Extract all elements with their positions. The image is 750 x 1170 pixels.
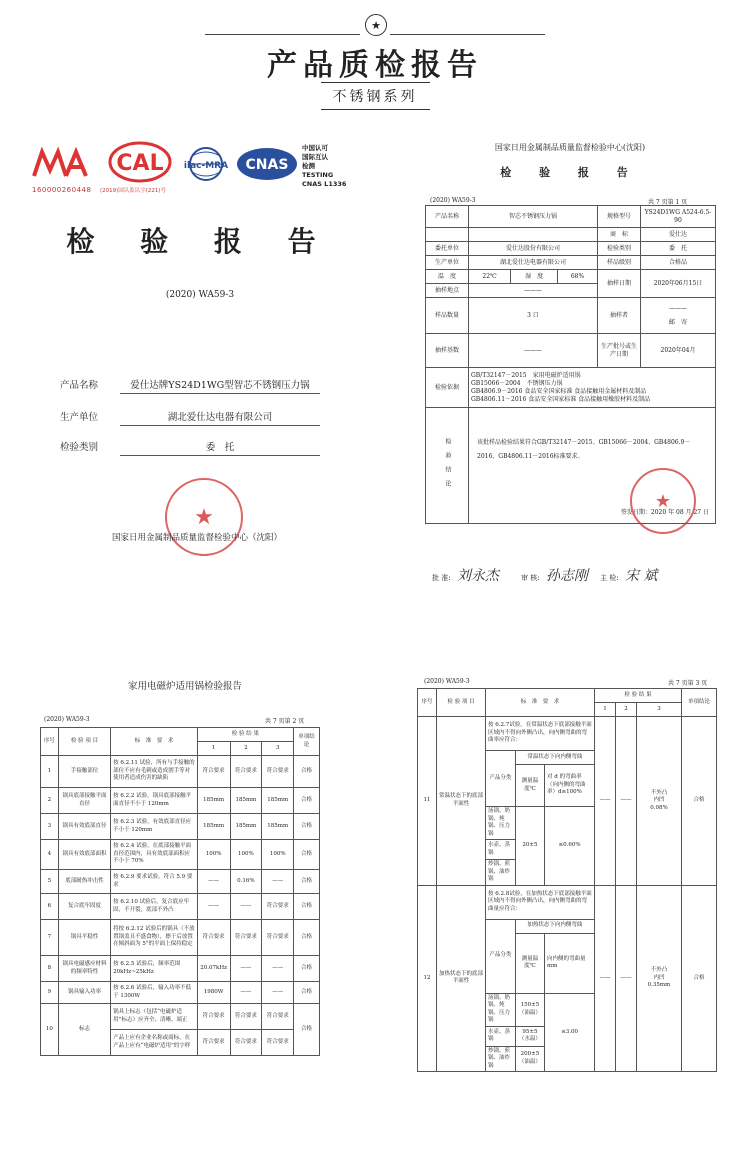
cell-value: 合格品 <box>641 256 716 270</box>
field-category-label: 检验类别 <box>60 442 99 453</box>
doc1-report-no: (2020) WA59-3 <box>165 290 235 300</box>
doc1-title: 检 验 报 告 <box>66 225 334 258</box>
header-rule-left <box>205 34 360 35</box>
cell-label: 检验结论 <box>426 408 469 524</box>
doc3-report-no: (2020) WA59-3 <box>44 716 90 723</box>
cell-value: ——— <box>469 334 598 368</box>
cell-value: 爱仕达股份有限公司 <box>469 242 598 256</box>
doc4-table: 序号 检 验 项 目 标 准 要 求 检 验 结 果 单项结论 1 2 3 11 常温状态下的底部平面性 按 6.2.7试验，在常温状态下底部接触平面区域内不得向外侧凸出，向内侧弯曲的弯曲率应符合： —— —— 不外凸 内凹 0.08% 合格 产品分类 常温状态下向内侧弯曲 测量温度℃ 对 d 的弯曲率（向内侧的弯曲率）d≥100% 汤锅、奶锅、炖锅、压力锅 20±5 ≤0.60% 水壶、蒸锅 炒锅、煎锅、油炸锅 12 加热状态下的底部平面性 按 6.2.8试验，在加热状态下底部接触平面区域内不得向外侧凸出，向内侧弯曲的弯曲量应符合： —— —— 不外凸 内凹 0.35mm 合格 产品分类 加热状态下向内侧弯曲 测量温度℃ 向内侧的弯曲量mm 汤锅、奶锅、炖锅、压力锅 150±5（油温） ≤3.00 水壶、蒸锅 95±5（水温） 炒锅、煎锅、油炸锅 200±5（油温） <box>417 688 717 1072</box>
th: 检 验 项 目 <box>58 728 110 756</box>
cell-value: YS24D1WG A524-6.5-90 <box>641 206 716 228</box>
field-maker-value: 湖北爱仕达电器有限公司 <box>120 409 320 426</box>
header-rule-right <box>390 34 545 35</box>
cma-number: 160000260448 <box>32 186 92 194</box>
doc4-page: 共 7 页第 3 页 <box>668 680 708 687</box>
star-icon: ★ <box>365 14 387 36</box>
cnas-logo-icon <box>236 146 298 182</box>
cma-logo-icon <box>32 146 94 180</box>
th: 3 <box>262 742 294 756</box>
signature-row: 批 准: 刘永杰 审 核: 孙志刚 主 检: 宋 斌 <box>432 568 658 584</box>
cell-value: 委 托 <box>641 242 716 256</box>
doc3-title: 家用电磁炉适用锅检验报告 <box>127 681 242 692</box>
field-product-value: 爱仕达牌YS24D1WG型智芯不锈钢压力锅 <box>120 377 320 394</box>
th: 标 准 要 求 <box>111 728 198 756</box>
doc2-org: 国家日用金属制品质量监督检验中心(沈阳) <box>494 143 646 152</box>
cell-value: ——— 邮 寄 <box>641 298 716 334</box>
ilac-mra-logo-icon <box>176 146 236 182</box>
ilac-logo-text: ilac-MRA <box>183 161 229 171</box>
cell-label: 样品数量 <box>426 298 469 334</box>
cell-value: 3 口 <box>469 298 598 334</box>
page-subtitle: 不锈钢系列 <box>321 82 430 110</box>
doc2-report-no: (2020) WA59-3 <box>430 197 476 204</box>
cell-label: 产品名称 <box>426 206 469 228</box>
cell-label: 湿 度 <box>511 270 558 284</box>
cell-label: 抽样者 <box>598 298 641 334</box>
doc1-footer-org: 国家日用金属制品质量监督检验中心（沈阳） <box>112 533 283 543</box>
cell-label: 样品级别 <box>598 256 641 270</box>
cell-value: 智芯不锈钢压力锅 <box>469 206 598 228</box>
cell-basis: GB/T32147－2015 家用电磁炉适用锅 GB15066－2004 不锈钢压力锅 GB4806.9－2016 食品安全国家标准 食品接触用金属材料及制品 GB4806.11－2016 食品安全国家标准 食品接触用橡胶材料及制品 <box>469 368 716 408</box>
th: 单项结论 <box>294 728 320 756</box>
field-product-label: 产品名称 <box>60 380 99 391</box>
cell-label: 温 度 <box>426 270 469 284</box>
cal-logo-icon <box>104 140 176 184</box>
cnas-logo-text: CNAS <box>245 157 289 173</box>
cell-label: 检验类别 <box>598 242 641 256</box>
th: 2 <box>230 742 262 756</box>
doc4-report-no: (2020) WA59-3 <box>424 678 470 685</box>
cell-label: 抽样地点 <box>426 284 469 298</box>
cma-logo-label <box>32 170 35 171</box>
field-category-value: 委 托 <box>120 439 320 456</box>
doc2-title: 检 验 报 告 <box>500 166 640 179</box>
cell-value: 68% <box>557 270 597 284</box>
doc3-table: 序号 检 验 项 目 标 准 要 求 检 验 结 果 单项结论 1 2 3 1 手接触部位 按 6.2.11 试验，所有与手接触的部位不应有毛刺或造成割手等对使用者造成伤害的缺陷 符合要求 符合要求 符合要求 合格 2 锅具底部接触平面直径 按 6.2.2 试验，锅具底部接触平面直径不小于 120mm 185mm 185mm 185mm 合格 3 锅具有效底部直径 按 6.2.3 试验，有效底部直径应不小于 120mm 185mm 185mm 185mm 合格 4 锅具有效底部面积 按 6.2.4 试验，在底部接触平面直径范围内，具有效底部面积应不小于 70% 100% 100% 100% 合格 5 底部耐热冲击性 按 6.2.9 要求试验，符合 5.9 要求 —— 0.16% —— 合格 6 复合底牢固度 按 6.2.10 试验后，复合底应牢固，不开裂，底部不外凸 —— —— 符合要求 合格 7 锅具平稳性 将按 6.2.12 试验后的锅具（不放置锅盖且不盛食物），擦干后放置在倾斜面为 5°的平面上保持稳定 符合要求 符合要求 符合要求 合格 8 锅具电磁感应材料的频率特性 按 6.2.5 试验后，频率范围 20kHz~25kHz 20.07kHz —— —— 合格 9 锅具输入功率 按 6.2.6 试验后，输入功率不低于 1300W 1980W —— —— 合格 10 标志 锅具上标志（包括“电磁炉适用”标志）应齐全、清晰、端正 符合要求 符合要求 符合要求 合格 产品上应有企业名称或商标，在产品上应有“电磁炉适用”的字样 符合要求 符合要求 符合要求 <box>40 727 320 1056</box>
cell-label: 抽样基数 <box>426 334 469 368</box>
cell-conclusion: 该批样品检验结果符合GB/T32147－2015、GB15066－2004、GB4806.9－2016、GB4806.11－2016标准要求。 签发日期：2020 年 08 月 27 日 <box>469 408 716 524</box>
cell-value: 2020年04月 <box>641 334 716 368</box>
page-title: 产品质检报告 <box>267 48 483 83</box>
cal-logo-text: CAL <box>116 151 164 176</box>
cell-value: 22℃ <box>469 270 511 284</box>
seal-stamp-icon: ★ <box>630 468 696 534</box>
cell-label: 规格型号 <box>598 206 641 228</box>
seal-stamp-icon: ★ <box>165 478 243 556</box>
cell-label: 生产单位 <box>426 256 469 270</box>
doc2-page: 共 7 页第 1 页 <box>648 199 688 206</box>
cell-label: 检验依据 <box>426 368 469 408</box>
cell-label: 委托单位 <box>426 242 469 256</box>
th: 序号 <box>41 728 59 756</box>
cell-label: 生产批号或生产日期 <box>598 334 641 368</box>
th: 检 验 结 果 <box>197 728 293 742</box>
cell-value: 2020年06月15日 <box>641 270 716 298</box>
doc3-page: 共 7 页第 2 页 <box>265 718 305 725</box>
cell-value: 湖北爱仕达电器有限公司 <box>469 256 598 270</box>
cell-value: ——— <box>469 284 598 298</box>
field-maker-label: 生产单位 <box>60 412 99 423</box>
cell-label: 抽样日期 <box>598 270 641 298</box>
cell-label: 商 标 <box>598 228 641 242</box>
th: 1 <box>197 742 230 756</box>
cal-number: (2019)国认监认字(221)号 <box>100 188 167 194</box>
cnas-cert-text: 中国认可 国际互认 检测 TESTING CNAS L1336 <box>302 144 347 188</box>
cell-value: 爱仕达 <box>641 228 716 242</box>
